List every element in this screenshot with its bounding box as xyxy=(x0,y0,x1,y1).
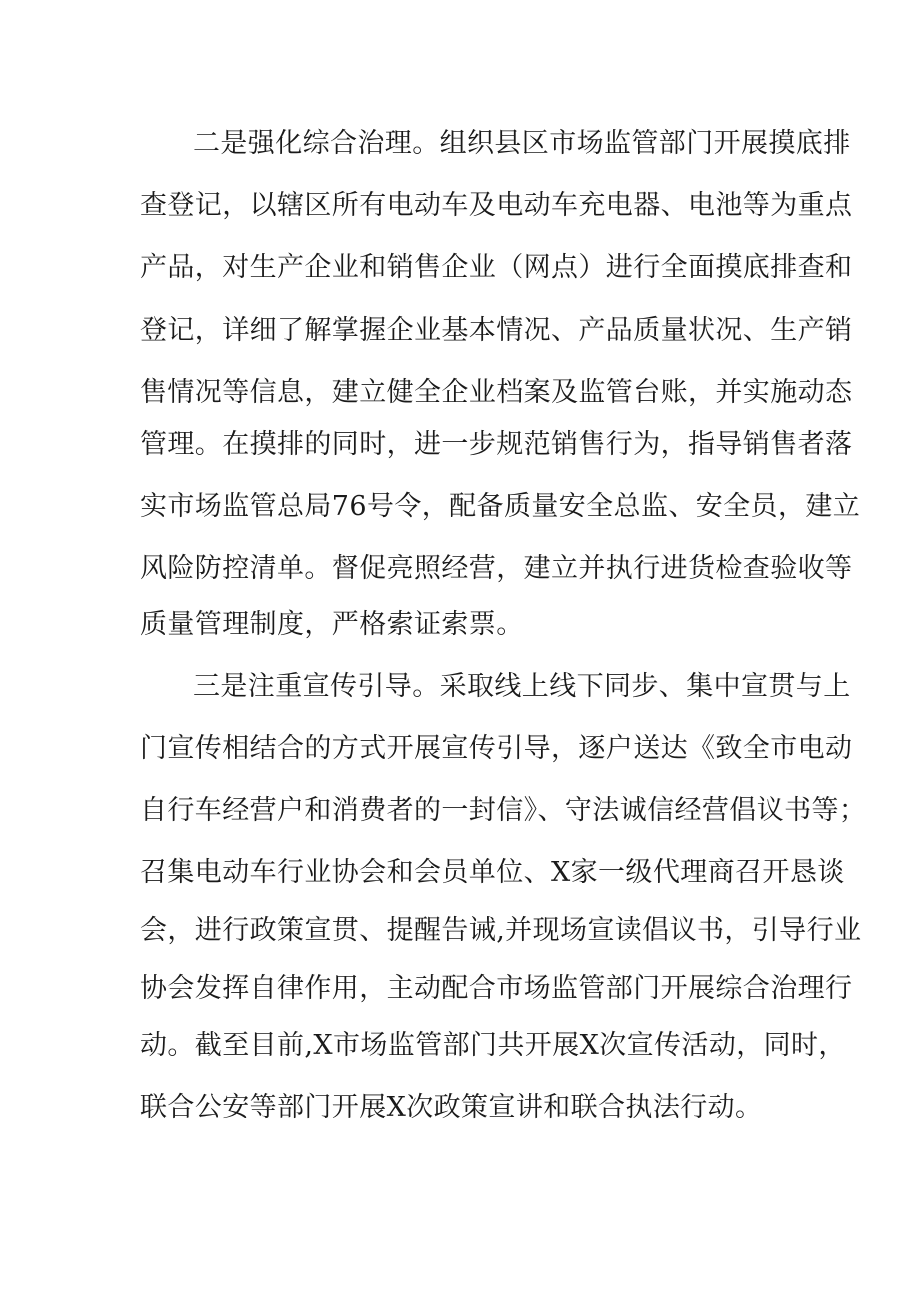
paragraph-1-line-5: 售情况等信息，建立健全企业档案及监管台账，并实施动态 xyxy=(140,377,853,408)
paragraph-1-line-2: 查登记，以辖区所有电动车及电动车充电器、电池等为重点 xyxy=(140,190,853,221)
paragraph-2-line-8: 联合公安等部门开展X次政策宣讲和联合执法行动。 xyxy=(140,1092,763,1123)
paragraph-1-line-3: 产品，对生产企业和销售企业（网点）进行全面摸底排查和 xyxy=(140,252,853,283)
paragraph-2-line-6: 协会发挥自律作用，主动配合市场监管部门开展综合治理行 xyxy=(140,973,853,1004)
paragraph-2-line-2: 门宣传相结合的方式开展宣传引导，逐户送达《致全市电动 xyxy=(140,733,853,764)
paragraph-1-line-9: 质量管理制度，严格索证索票。 xyxy=(140,609,524,640)
paragraph-1-line-7: 实市场监管总局76号令，配备质量安全总监、安全员，建立 xyxy=(140,491,861,522)
paragraph-2-line-1: 三是注重宣传引导。采取线上线下同步、集中宣贯与上 xyxy=(193,671,851,702)
paragraph-2-line-4: 召集电动车行业协会和会员单位、X家一级代理商召开恳谈 xyxy=(140,857,845,888)
paragraph-1-line-4: 登记，详细了解掌握企业基本情况、产品质量状况、生产销 xyxy=(140,315,853,346)
paragraph-2-line-3: 自行车经营户和消费者的一封信》、守法诚信经营倡议书等； xyxy=(140,795,867,826)
paragraph-1-line-6: 管理。在摸排的同时，进一步规范销售行为，指导销售者落 xyxy=(140,429,853,460)
paragraph-2-line-5: 会，进行政策宣贯、提醒告诫,并现场宣读倡议书，引导行业 xyxy=(140,915,862,946)
paragraph-1-line-1: 二是强化综合治理。组织县区市场监管部门开展摸底排 xyxy=(193,128,851,159)
paragraph-2-line-7: 动。截至目前,X市场监管部门共开展X次宣传活动，同时， xyxy=(140,1030,846,1061)
paragraph-1-line-8: 风险防控清单。督促亮照经营，建立并执行进货检查验收等 xyxy=(140,553,853,584)
